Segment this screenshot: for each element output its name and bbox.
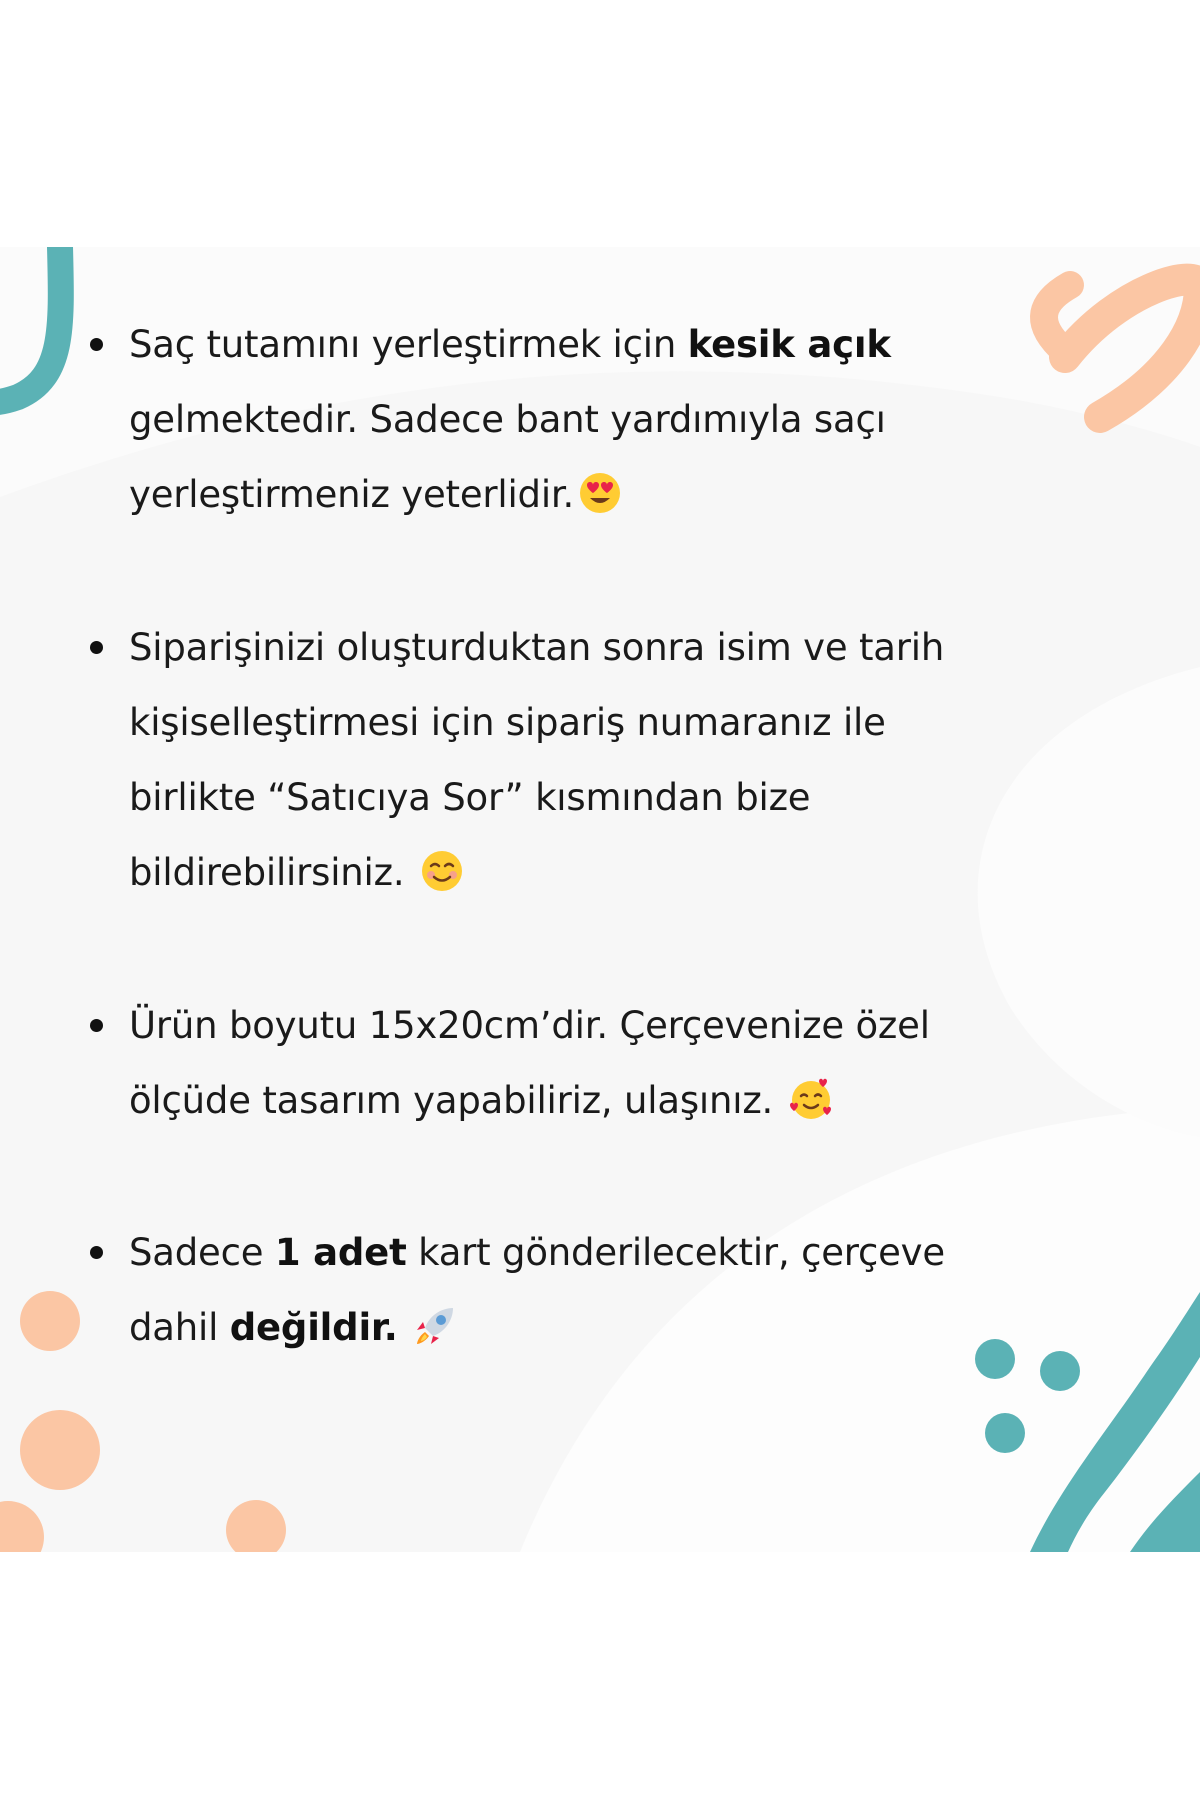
smiling-face-emoji-icon xyxy=(420,849,464,893)
smiling-face-with-hearts-emoji-icon xyxy=(789,1077,833,1121)
feature-list xyxy=(0,247,1200,1552)
list-item xyxy=(129,307,1119,532)
text-line: bildirebilirsiniz. xyxy=(129,835,1119,910)
list-item xyxy=(129,1215,1119,1365)
text-line: Saç tutamını yerleştirmek için kesik açık xyxy=(129,323,891,366)
text-line: yerleştirmeniz yeterlidir. xyxy=(129,457,1119,532)
info-card xyxy=(0,247,1200,1552)
bold-text: değildir. xyxy=(229,1306,398,1349)
rocket-emoji-icon xyxy=(413,1304,457,1348)
heart-eyes-emoji-icon xyxy=(578,471,622,515)
bold-text: 1 adet xyxy=(274,1231,407,1274)
text-line: gelmektedir. Sadece bant yardımıyla saçı xyxy=(129,398,886,441)
text-line: dahil değildir. xyxy=(129,1290,1119,1365)
text-line: Siparişinizi oluşturduktan sonra isim ve tarih xyxy=(129,626,945,669)
text-line: Sadece 1 adet kart gönderilecektir, çerçeve xyxy=(129,1231,945,1274)
bold-text: kesik açık xyxy=(687,323,891,366)
list-item xyxy=(129,988,1119,1138)
list-item xyxy=(129,610,1119,910)
text-line: ölçüde tasarım yapabiliriz, ulaşınız. xyxy=(129,1063,1119,1138)
text-line: birlikte “Satıcıya Sor” kısmından bize xyxy=(129,776,811,819)
text-line: Ürün boyutu 15x20cm’dir. Çerçevenize özel xyxy=(129,1004,930,1047)
text-line: kişiselleştirmesi için sipariş numaranız ile xyxy=(129,701,886,744)
